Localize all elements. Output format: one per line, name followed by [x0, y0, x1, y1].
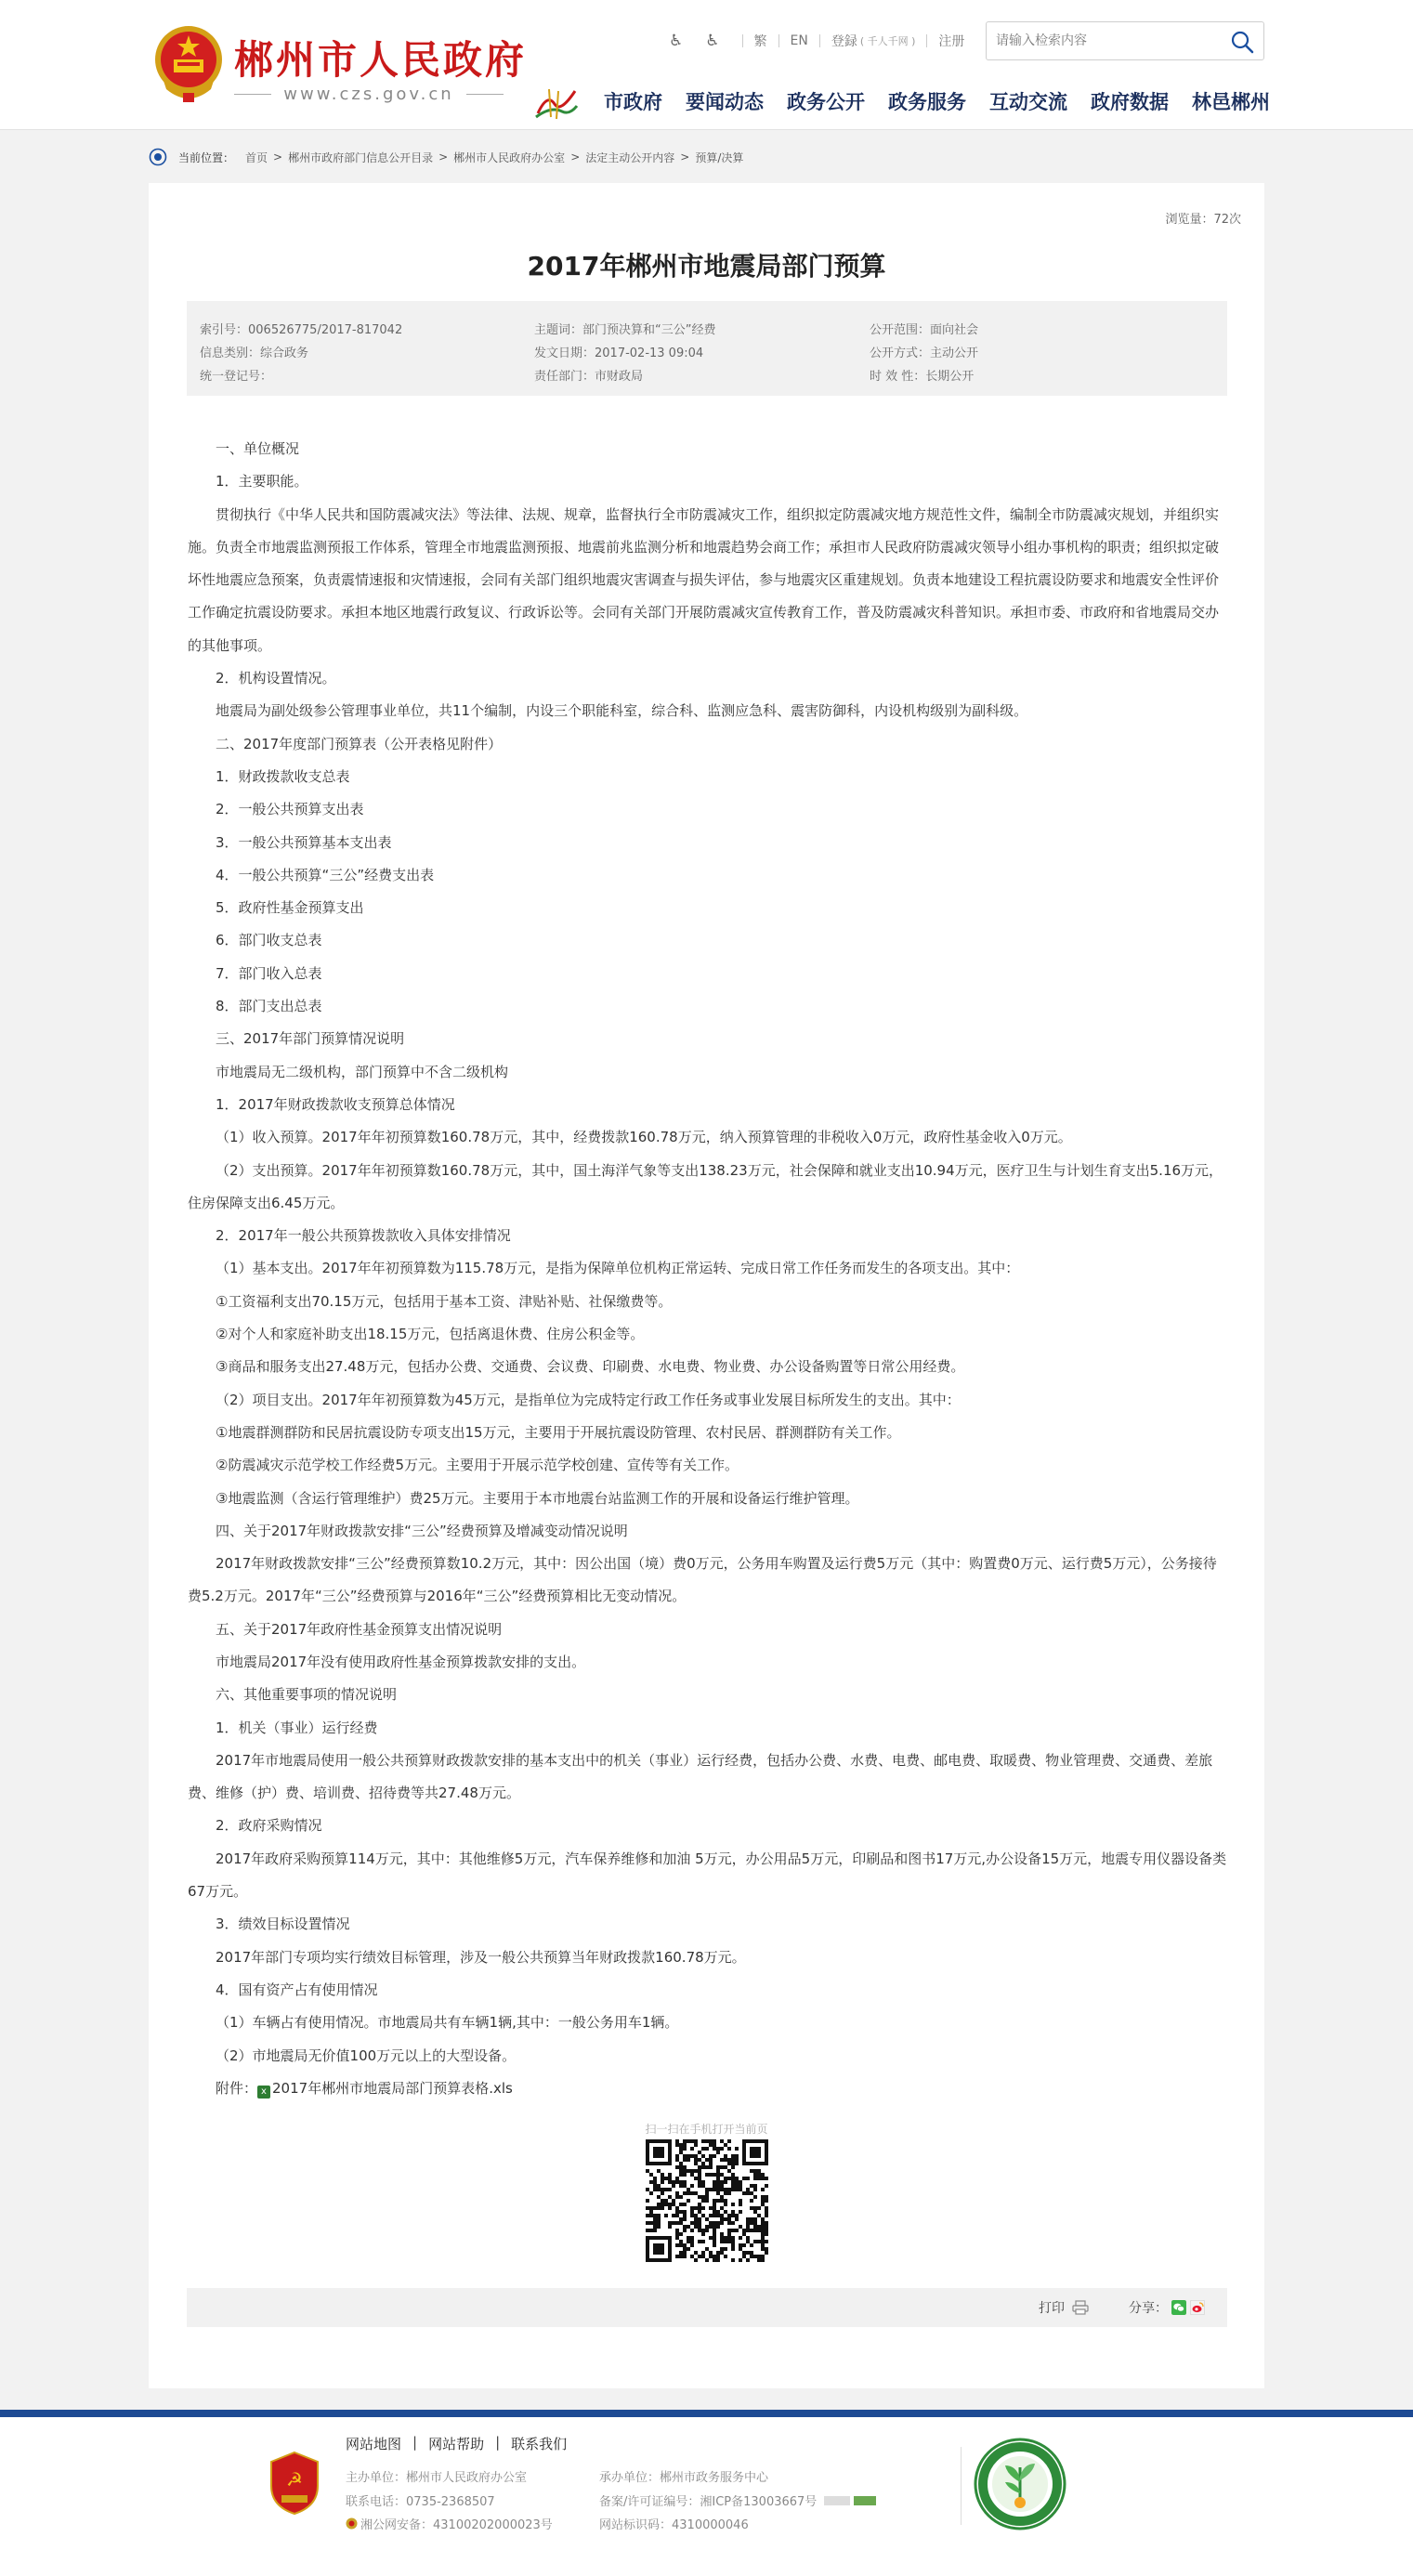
meta-reg-no: 统一登记号： [200, 370, 273, 384]
body-paragraph: 3．绩效目标设置情况 [216, 1916, 350, 1933]
footer-police-text[interactable]: 湘公网安备：43100202000023号 [360, 2518, 553, 2532]
attachment-label: 附件： [216, 2079, 258, 2097]
body-paragraph: 1．机关（事业）运行经费 [216, 1719, 378, 1736]
elderly-mode-icon[interactable]: ♿︎ [669, 32, 684, 50]
footer-sponsor: 主办单位：郴州市人民政府办公室 [346, 2471, 528, 2485]
divider [742, 34, 743, 47]
footer-link-help[interactable]: 网站帮助 [428, 2436, 485, 2452]
register-link[interactable]: 注册 [938, 34, 965, 49]
main-navigation [604, 87, 1270, 115]
article-paragraphs [188, 433, 1228, 2073]
meta-scope: 公开范围：面向社会 [870, 323, 979, 337]
body-paragraph: 1．财政拨款收支总表 [216, 767, 350, 785]
nav-item-gov-data[interactable]: 政府数据 [1091, 91, 1169, 113]
top-links [669, 30, 964, 52]
footer-link-sitemap[interactable]: 网站地图 [346, 2436, 402, 2452]
print-button[interactable] [1039, 2298, 1089, 2317]
site-domain-line [234, 81, 504, 109]
body-paragraph: （2）市地震局无价值100万元以上的大型设备。 [216, 2046, 517, 2064]
body-paragraph: 1．2017年财政拨款收支预算总体情况 [216, 1095, 455, 1113]
body-paragraph: 5．政府性基金预算支出 [216, 899, 364, 917]
breadcrumb-statutory[interactable]: 法定主动公开内容 [585, 150, 675, 164]
body-paragraph: （1）基本支出。2017年年初预算数为115.78万元，是指为保障单位机构正常运转、完成日常工作任务而发生的各项支出。其中： [216, 1260, 1020, 1277]
meta-row [200, 366, 1214, 389]
footer-icp-record [599, 2491, 878, 2509]
ipv6-badge-icon [824, 2495, 878, 2506]
body-paragraph: 1．主要职能。 [216, 473, 308, 490]
breadcrumb-catalog[interactable]: 郴州市政府部门信息公开目录 [288, 150, 434, 164]
meta-dept: 责任部门：市财政局 [534, 370, 644, 384]
body-paragraph: 市地震局无二级机构，部门预算中不含二级机构 [216, 1063, 509, 1080]
body-paragraph: 2．政府采购情况 [216, 1817, 322, 1835]
body-paragraph: 6．部门收支总表 [216, 932, 322, 949]
svg-text:☭: ☭ [286, 2468, 303, 2491]
english-link[interactable]: EN [790, 33, 808, 48]
divider [926, 34, 927, 47]
body-paragraph: 2017年部门专项均实行绩效目标管理，涉及一般公共预算当年财政拨款160.78万元。 [216, 1948, 746, 1966]
national-emblem-logo[interactable] [151, 22, 226, 106]
traditional-chinese-link[interactable]: 繁 [753, 34, 767, 49]
footer-phone: 联系电话：0735-2368507 [346, 2495, 495, 2509]
footer-links [346, 2434, 567, 2453]
body-paragraph: ①地震群测群防和民居抗震设防专项支出15万元，主要用于开展抗震设防管理、农村民居、群测群防有关工作。 [216, 1423, 901, 1441]
article-toolbar [187, 2288, 1227, 2327]
share-area [1129, 2298, 1205, 2317]
body-paragraph: 4．国有资产占有使用情况 [216, 1981, 378, 1998]
breadcrumb-separator: > [570, 150, 581, 163]
view-count: 浏览量：72次 [1165, 213, 1241, 227]
site-header [0, 0, 1413, 130]
civilized-unit-badge-icon[interactable] [974, 2438, 1066, 2530]
site-domain: www.czs.gov.cn [283, 85, 454, 104]
attachment-line [188, 2073, 1228, 2105]
footer-top-bar [0, 2410, 1413, 2417]
meta-date: 发文日期：2017-02-13 09:04 [534, 347, 704, 360]
footer-divider [961, 2447, 962, 2525]
body-paragraph: 四、关于2017年财政拨款安排“三公”经费预算及增减变动情况说明 [216, 1522, 628, 1539]
attachment-link[interactable]: 2017年郴州市地震局部门预算表格.xls [272, 2079, 513, 2097]
search-box [986, 21, 1264, 60]
printer-icon [1072, 2300, 1089, 2315]
nav-item-gov-affairs-open[interactable]: 政务公开 [787, 91, 865, 113]
body-paragraph: 五、关于2017年政府性基金预算支出情况说明 [216, 1620, 503, 1638]
footer-organizer: 承办单位：郴州市政务服务中心 [599, 2471, 769, 2485]
footer-police-record [346, 2515, 553, 2532]
article-card [149, 183, 1264, 2388]
meta-subject: 主题词：部门预决算和“三公”经费 [534, 323, 716, 337]
article-body [188, 433, 1228, 2105]
login-link[interactable]: 登録 [831, 34, 857, 49]
body-paragraph: ②防震减灾示范学校工作经费5万元。主要用于开展示范学校创建、宣传等有关工作。 [216, 1457, 739, 1474]
police-badge-icon [346, 2517, 358, 2530]
breadcrumb-lead: 当前位置： [178, 150, 235, 164]
page-title: 2017年郴州市地震局部门预算 [527, 251, 886, 281]
body-paragraph: 地震局为副处级参公管理事业单位，共11个编制，内设三个职能科室，综合科、监测应急科、震害防御科，内设机构级别为副科级。 [216, 702, 1028, 720]
body-paragraph: 2017年市地震局使用一般公共预算财政拨款安排的基本支出中的机关（事业）运行经费，包括办公费、水费、电费、邮电费、取暖费、物业管理费、交通费、差旅费、维修（护）费、培训费、招待费等共27.48万元。 [188, 1751, 1213, 1802]
meta-row [200, 343, 1214, 366]
breadcrumb-separator: > [438, 150, 449, 163]
body-paragraph: 市地震局2017年没有使用政府性基金预算拨款安排的支出。 [216, 1653, 586, 1670]
breadcrumb [149, 147, 743, 167]
search-icon[interactable] [1230, 30, 1254, 54]
nav-item-news[interactable]: 要闻动态 [686, 91, 764, 113]
body-paragraph: 2017年政府采购预算114万元，其中：其他维修5万元，汽车保养维修和加油 5万元，办公用品5万元，印刷品和图书17万元,办公设备15万元，地震专用仪器设备类67万元。 [188, 1850, 1227, 1901]
body-paragraph: （2）项目支出。2017年年初预算数为45万元，是指单位为完成特定行政工作任务或事业发展目标所发生的支出。其中： [216, 1391, 961, 1408]
share-label: 分享： [1129, 2301, 1168, 2316]
body-paragraph: 2017年财政拨款安排“三公”经费预算数10.2万元，其中：因公出国（境）费0万元，公务用车购置及运行费5万元（其中：购置费0万元、运行费5万元），公务接待费5.2万元。2017年“三公”经费预算与2016年“三公”经费预算相比无变动情况。 [188, 1555, 1217, 1605]
body-paragraph: （1）收入预算。2017年年初预算数160.78万元，其中，经费拨款160.78万元，纳入预算管理的非税收入0万元，政府性基金收入0万元。 [216, 1129, 1072, 1146]
divider [819, 34, 820, 47]
accessibility-icon[interactable]: ♿ [705, 32, 720, 50]
body-paragraph: （2）支出预算。2017年年初预算数160.78万元，其中，国土海洋气象等支出138.23万元，社会保障和就业支出10.94万元，医疗卫生与计划生育支出5.16万元，住房保障支出6.45万元。 [188, 1161, 1223, 1211]
body-paragraph: 2．一般公共预算支出表 [216, 801, 364, 818]
nav-item-interaction[interactable]: 互动交流 [989, 91, 1067, 113]
excel-file-icon: x [257, 2086, 270, 2099]
body-paragraph: 六、其他重要事项的情况说明 [216, 1686, 398, 1704]
body-paragraph: 2．机构设置情况。 [216, 670, 336, 687]
qr-caption: 扫一扫在手机打开当前页 [645, 2123, 768, 2136]
body-paragraph: 7．部门收入总表 [216, 964, 322, 982]
site-name[interactable]: 郴州市人民政府 [234, 37, 528, 83]
nav-decor-mark-icon [534, 85, 579, 121]
qr-code-image [646, 2139, 768, 2262]
body-paragraph: 贯彻执行《中华人民共和国防震减灾法》等法律、法规、规章，监督执行全市防震减灾工作，组织拟定防震减灾地方规范性文件，编制全市防震减灾规划，并组织实施。负责全市地震监测预报工作体系，管理全市地震监测预报、地震前兆监测分析和地震趋势会商工作；承担市人民政府防震减灾领导小组办事机构的职责；组织拟定破坏性地震应急预案，负责震情速报和灾情速报，会同有关部门组织地震灾害调查与损失评估，参与地震灾区重建规划。负责本地建设工程抗震设防要求和地震安全性评价工作确定抗震设防要求。承担本地区地震行政复议、行政诉讼等。会同有关部门开展防震减灾宣传教育工作，普及防震减灾科普知识。承担市委、市政府和省地震局交办的其他事项。 [188, 505, 1220, 654]
footer-site-id: 网站标识码：4310000046 [599, 2518, 749, 2532]
body-paragraph: ③地震监测（含运行管理维护）费25万元。主要用于本市地震台站监测工作的开展和设备运行维护管理。 [216, 1489, 859, 1507]
body-paragraph: 4．一般公共预算“三公”经费支出表 [216, 866, 435, 883]
footer-icp-text[interactable]: 备案/许可证编号：湘ICP备13003667号 [599, 2495, 818, 2509]
divider [778, 34, 779, 47]
login-note: ( 千人千网 ) [859, 35, 916, 47]
body-paragraph: 三、2017年部门预算情况说明 [216, 1030, 405, 1048]
breadcrumb-budget[interactable]: 预算/决算 [695, 150, 744, 164]
weibo-share-icon[interactable] [1190, 2300, 1205, 2315]
wechat-share-icon[interactable] [1171, 2300, 1186, 2315]
body-paragraph: 3．一般公共预算基本支出表 [216, 833, 392, 851]
nav-item-city-gov[interactable]: 市政府 [604, 91, 662, 113]
breadcrumb-separator: > [273, 150, 283, 163]
breadcrumb-separator: > [680, 150, 690, 163]
body-paragraph: （1）车辆占有使用情况。市地震局共有车辆1辆,其中：一般公务用车1辆。 [216, 2014, 679, 2032]
divider: | [412, 2434, 418, 2451]
body-paragraph: 2．2017年一般公共预算拨款收入具体安排情况 [216, 1227, 511, 1245]
site-footer [0, 2410, 1413, 2576]
nav-item-linyi-chenzhou[interactable]: 林邑郴州 [1192, 91, 1270, 113]
location-pin-icon [149, 148, 167, 166]
body-paragraph: 二、2017年度部门预算表（公开表格见附件） [216, 735, 503, 752]
meta-index-no: 索引号：006526775/2017-817042 [200, 323, 403, 337]
body-paragraph: ③商品和服务支出27.48万元，包括办公费、交通费、会议费、印刷费、水电费、物业费、办公设备购置等日常公用经费。 [216, 1358, 965, 1376]
body-paragraph: 8．部门支出总表 [216, 998, 322, 1015]
body-paragraph: ②对个人和家庭补助支出18.15万元，包括离退休费、住房公积金等。 [216, 1326, 645, 1343]
document-meta-table [187, 301, 1227, 396]
body-paragraph: ①工资福利支出70.15万元，包括用于基本工资、津贴补贴、社保缴费等。 [216, 1292, 673, 1310]
meta-category: 信息类别：综合政务 [200, 347, 309, 360]
meta-method: 公开方式：主动公开 [870, 347, 979, 360]
divider: | [495, 2434, 501, 2451]
breadcrumb-office[interactable]: 郴州市人民政府办公室 [453, 150, 566, 164]
nav-item-gov-services[interactable]: 政务服务 [888, 91, 966, 113]
meta-row [200, 320, 1214, 343]
print-label: 打印 [1039, 2301, 1065, 2316]
body-paragraph: 一、单位概况 [216, 440, 300, 457]
meta-validity: 时 效 性：长期公开 [870, 370, 975, 384]
party-gov-badge-icon[interactable] [268, 2451, 321, 2516]
footer-link-contact[interactable]: 联系我们 [511, 2436, 568, 2452]
breadcrumb-home[interactable]: 首页 [245, 150, 268, 164]
search-input[interactable] [996, 31, 1219, 51]
